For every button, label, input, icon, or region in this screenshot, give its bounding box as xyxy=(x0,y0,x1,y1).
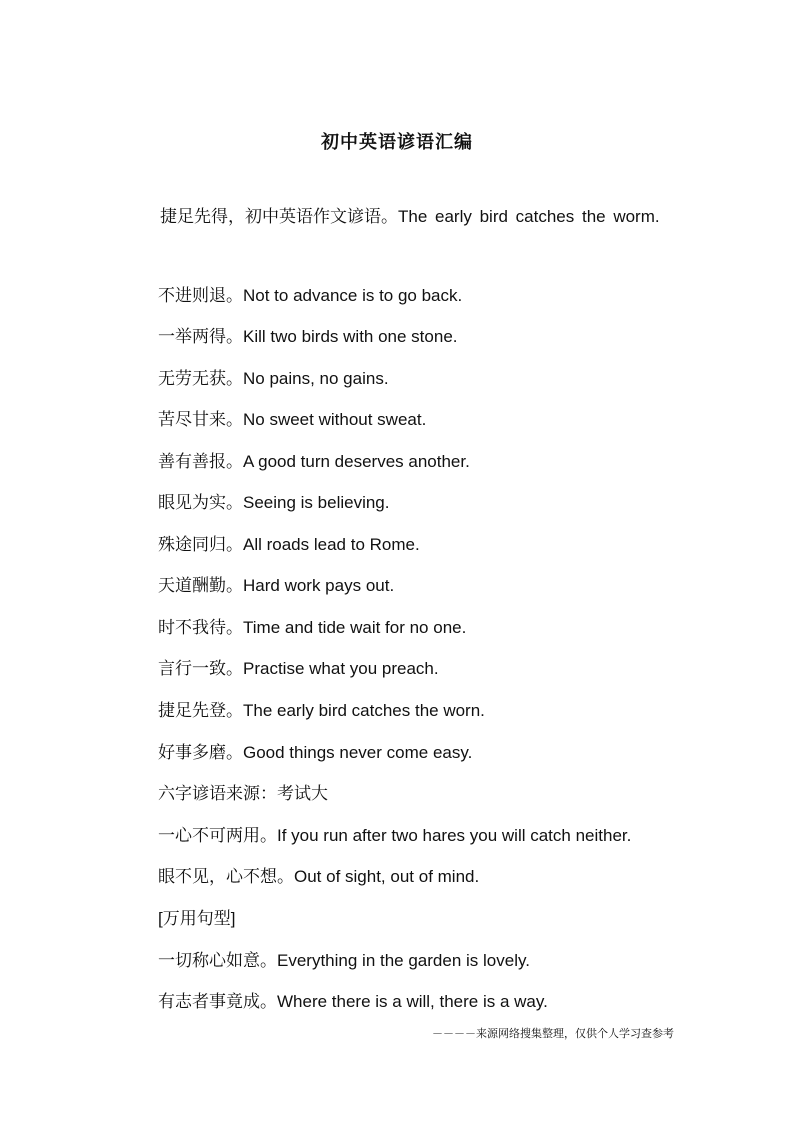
intro-paragraph: 捷足先得，初中英语作文谚语。The early bird catches the worm. xyxy=(160,207,660,226)
proverb-line: 好事多磨。Good things never come easy. xyxy=(158,743,473,762)
source-footer: －－－－来源网络搜集整理，仅供个人学习查参考 xyxy=(432,1028,674,1040)
proverb-line: 一心不可两用。If you run after two hares you will catch neither. xyxy=(158,826,632,845)
section-heading: [万用句型] xyxy=(158,909,236,928)
proverb-line: 殊途同归。All roads lead to Rome. xyxy=(158,535,420,554)
document-title: 初中英语谚语汇编 xyxy=(321,132,473,153)
proverb-line: 时不我待。Time and tide wait for no one. xyxy=(158,618,467,637)
proverb-line: 苦尽甘来。No sweet without sweat. xyxy=(158,410,427,429)
proverb-line: 善有善报。A good turn deserves another. xyxy=(158,452,470,471)
proverb-line: 无劳无获。No pains, no gains. xyxy=(158,369,389,388)
proverb-line: 天道酬勤。Hard work pays out. xyxy=(158,576,395,595)
proverb-line: 不进则退。Not to advance is to go back. xyxy=(158,286,463,305)
proverb-line: 一切称心如意。Everything in the garden is lovely. xyxy=(158,951,530,970)
proverb-line: 一举两得。Kill two birds with one stone. xyxy=(158,327,458,346)
proverb-line: 言行一致。Practise what you preach. xyxy=(158,659,439,678)
proverb-line: 眼见为实。Seeing is believing. xyxy=(158,493,390,512)
proverb-line: 有志者事竟成。Where there is a will, there is a way. xyxy=(158,992,548,1011)
proverb-line: 眼不见，心不想。Out of sight, out of mind. xyxy=(158,867,480,886)
proverb-line: 捷足先登。The early bird catches the worn. xyxy=(158,701,485,720)
section-note: 六字谚语来源：考试大 xyxy=(158,784,328,803)
